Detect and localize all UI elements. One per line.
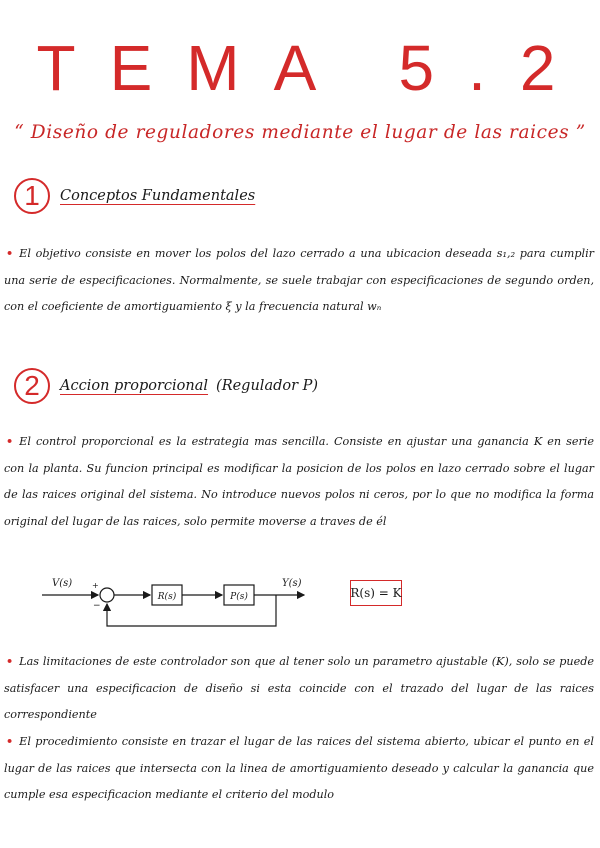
plant-label: P(s) — [230, 592, 248, 602]
bullet-icon: • — [6, 434, 14, 448]
output-label: Y(s) — [282, 578, 302, 589]
controller-label: R(s) — [157, 592, 177, 602]
section-1-heading — [14, 176, 255, 216]
section-2-heading — [14, 366, 318, 406]
summing-plus: + — [92, 581, 99, 590]
section-1-paragraph-1: • El objetivo consiste en mover los polos del lazo cerrado a una ubicacion deseada s₁,₂ para cumplir una serie de especificaciones. Normalmente, se suele trabajar con especificaciones de segundo orden, con el coeficiente de amortiguamiento ξ y la frecuencia natural wₙ — [4, 246, 594, 313]
section-2-paragraph-3: • El procedimiento consiste en trazar el lugar de las raices del sistema abierto, ubicar el punto en el lugar de las raices que intersecta con la linea de amortiguamiento deseado y calcular la ganancia que cumple esa especificacion mediante el criterio del modulo — [4, 734, 594, 801]
page-title: TEMA 5.2 — [36, 32, 590, 104]
input-label: V(s) — [52, 578, 73, 589]
page-subtitle: “ Diseño de reguladores mediante el lugar de las raices ” — [14, 122, 586, 143]
summing-junction — [100, 588, 114, 602]
section-1-number: 1 — [14, 178, 50, 214]
bullet-icon: • — [6, 246, 14, 260]
summing-minus: − — [93, 601, 101, 611]
section-2-paragraph-1: • El control proporcional es la estrategia mas sencilla. Consiste en ajustar una ganancia K en serie con la planta. Su funcion principal es modificar la posicion de los polos en lazo cerrado sobre el lugar de las raices original del sistema. No introduce nuevos polos ni ceros, por lo que no modifica la forma original del lugar de las raices, solo permite moverse a traves de él — [4, 434, 594, 528]
feedback-path — [107, 595, 276, 626]
section-1-title: Conceptos Fundamentales — [60, 188, 256, 204]
bullet-icon: • — [6, 654, 14, 668]
section-2-paragraph-2: • Las limitaciones de este controlador son que al tener solo un parametro ajustable (K), solo se puede satisfacer una especificacion de diseño si esta coincide con el trazado del lugar de las raices correspondiente — [4, 654, 594, 721]
section-2-title: Accion proporcional — [60, 378, 209, 394]
section-2-note: (Regulador P) — [216, 378, 319, 394]
bullet-icon: • — [6, 734, 14, 748]
section-2-number: 2 — [14, 368, 50, 404]
controller-formula: R(s) = K — [350, 580, 402, 606]
